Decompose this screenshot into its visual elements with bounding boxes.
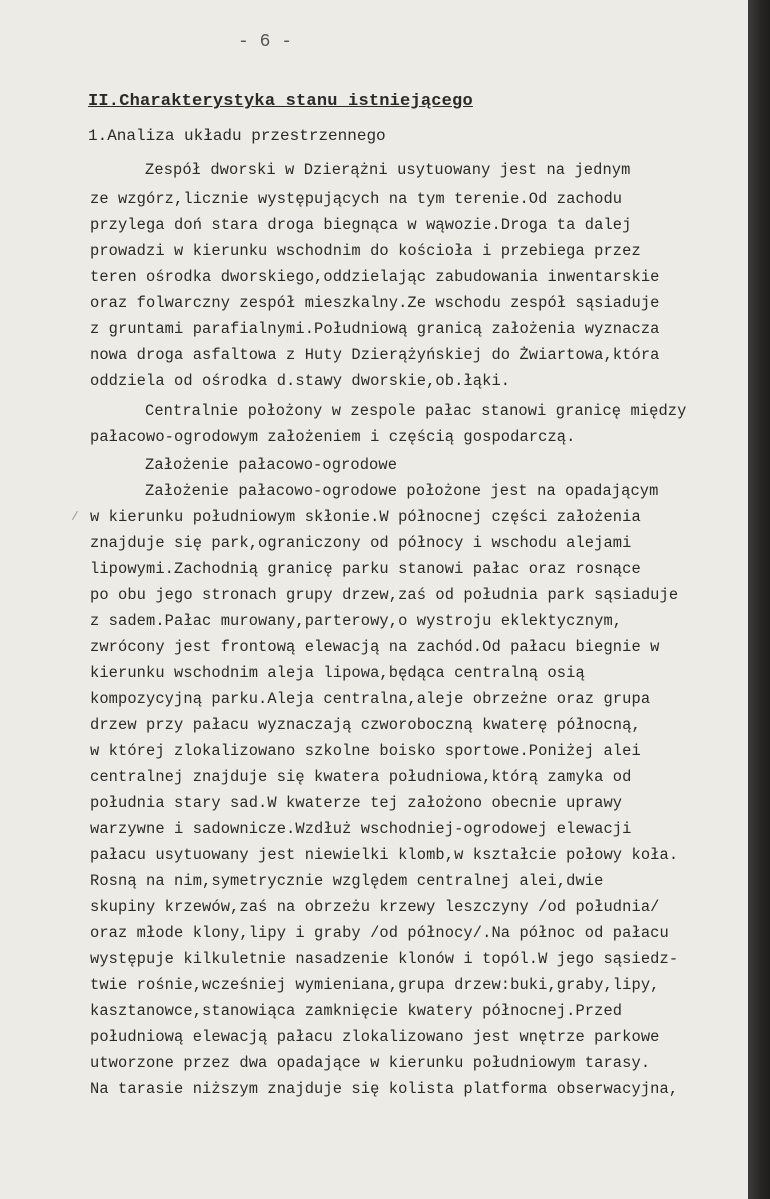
text-line: Na tarasie niższym znajduje się kolista platforma obserwacyjna, bbox=[90, 1080, 679, 1098]
text-line: znajduje się park,ograniczony od północy i wschodu alejami bbox=[90, 534, 632, 552]
text-line: oraz folwarczny zespół mieszkalny.Ze wschodu zespół sąsiaduje bbox=[90, 294, 660, 312]
text-line: centralnej znajduje się kwatera południowa,którą zamyka od bbox=[90, 768, 632, 786]
text-line: nowa droga asfaltowa z Huty Dzierążyńskiej do Żwiartowa,która bbox=[90, 346, 660, 364]
text-line: Założenie pałacowo-ogrodowe położone jest na opadającym bbox=[145, 482, 659, 500]
text-line: Rosną na nim,symetrycznie względem centralnej alei,dwie bbox=[90, 872, 604, 890]
text-line: oraz młode klony,lipy i graby /od północy/.Na północ od pałacu bbox=[90, 924, 669, 942]
text-line: z gruntami parafialnymi.Południową granicą założenia wyznacza bbox=[90, 320, 660, 338]
text-line: Założenie pałacowo-ogrodowe bbox=[145, 456, 398, 474]
text-line: utworzone przez dwa opadające w kierunku południowym tarasy. bbox=[90, 1054, 651, 1072]
text-line: ze wzgórz,licznie występujących na tym terenie.Od zachodu bbox=[90, 190, 623, 208]
text-line: w kierunku południowym skłonie.W północnej części założenia bbox=[90, 508, 641, 526]
text-line: skupiny krzewów,zaś na obrzeżu krzewy leszczyny /od południa/ bbox=[90, 898, 660, 916]
text-line: kierunku wschodnim aleja lipowa,będąca centralną osią bbox=[90, 664, 585, 682]
text-line: przylega doń stara droga biegnąca w wąwozie.Droga ta dalej bbox=[90, 216, 632, 234]
text-line: z sadem.Pałac murowany,parterowy,o wystroju eklektycznym, bbox=[90, 612, 623, 630]
text-line: południową elewacją pałacu zlokalizowano jest wnętrze parkowe bbox=[90, 1028, 660, 1046]
text-line: pałacu usytuowany jest niewielki klomb,w kształcie połowy koła. bbox=[90, 846, 679, 864]
margin-mark bbox=[72, 511, 83, 523]
text-line: po obu jego stronach grupy drzew,zaś od południa park sąsiaduje bbox=[90, 586, 679, 604]
text-line: lipowymi.Zachodnią granicę parku stanowi pałac oraz rosnące bbox=[90, 560, 641, 578]
text-line: prowadzi w kierunku wschodnim do kościoła i przebiega przez bbox=[90, 242, 641, 260]
text-line: zwrócony jest frontową elewacją na zachód.Od pałacu biegnie w bbox=[90, 638, 660, 656]
text-line: Centralnie położony w zespole pałac stanowi granicę między bbox=[145, 402, 687, 420]
text-line: drzew przy pałacu wyznaczają czworoboczną kwaterę północną, bbox=[90, 716, 641, 734]
text-line: występuje kilkuletnie nasadzenie klonów i topól.W jego sąsiedz- bbox=[90, 950, 679, 968]
section-heading: II.Charakterystyka stanu istniejącego bbox=[88, 92, 473, 111]
subsection-heading: 1.Analiza układu przestrzennego bbox=[88, 127, 386, 145]
text-line: południa stary sad.W kwaterze tej założono obecnie uprawy bbox=[90, 794, 623, 812]
text-line: w której zlokalizowano szkolne boisko sportowe.Poniżej alei bbox=[90, 742, 641, 760]
scanner-edge bbox=[748, 0, 770, 1199]
text-line: oddziela od ośrodka d.stawy dworskie,ob.łąki. bbox=[90, 372, 511, 390]
text-line: teren ośrodka dworskiego,oddzielając zabudowania inwentarskie bbox=[90, 268, 660, 286]
text-line: warzywne i sadownicze.Wzdłuż wschodniej-ogrodowej elewacji bbox=[90, 820, 632, 838]
text-line: kasztanowce,stanowiąca zamknięcie kwatery północnej.Przed bbox=[90, 1002, 623, 1020]
text-line: Zespół dworski w Dzierążni usytuowany jest na jednym bbox=[145, 161, 631, 179]
text-line: twie rośnie,wcześniej wymieniana,grupa drzew:buki,graby,lipy, bbox=[90, 976, 660, 994]
page-number: - 6 - bbox=[237, 32, 292, 52]
text-line: kompozycyjną parku.Aleja centralna,aleje obrzeżne oraz grupa bbox=[90, 690, 651, 708]
text-line: pałacowo-ogrodowym założeniem i częścią gospodarczą. bbox=[90, 428, 576, 446]
